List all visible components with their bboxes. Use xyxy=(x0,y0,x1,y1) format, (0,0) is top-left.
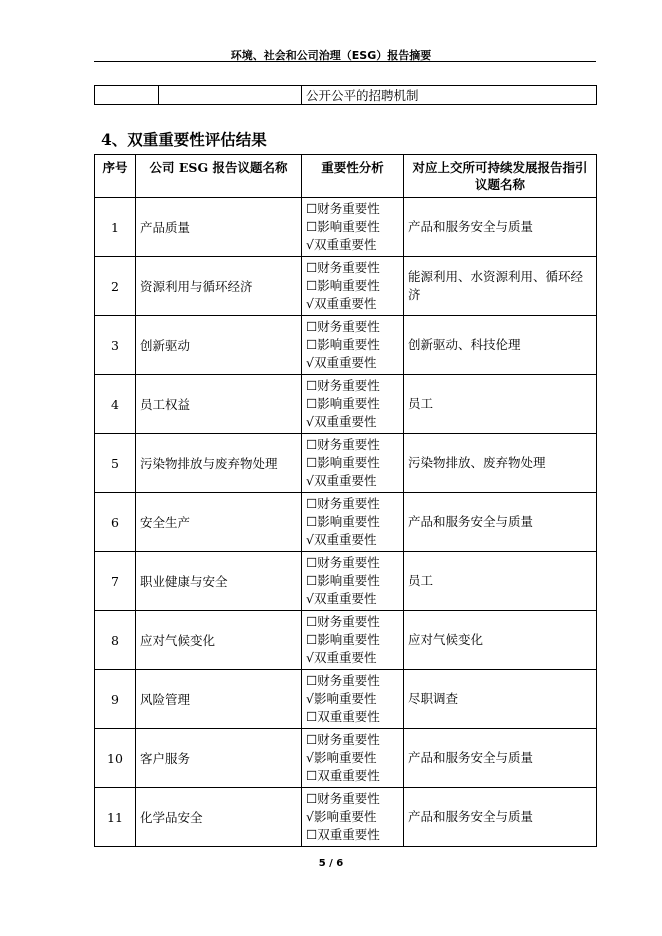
materiality-options xyxy=(302,434,404,493)
table-cell: 公开公平的招聘机制 xyxy=(302,86,597,105)
topic-name: 污染物排放与废弃物处理 xyxy=(136,434,302,493)
sse-guideline-topic: 产品和服务安全与质量 xyxy=(404,198,597,257)
table-row xyxy=(95,493,597,552)
row-number: 6 xyxy=(95,493,136,552)
topic-name: 职业健康与安全 xyxy=(136,552,302,611)
continued-table xyxy=(94,85,597,105)
impact-materiality-option: ☐影响重要性 xyxy=(306,514,380,529)
row-number: 5 xyxy=(95,434,136,493)
double-materiality-option: ☐双重重要性 xyxy=(306,768,380,783)
row-number: 1 xyxy=(95,198,136,257)
impact-materiality-option: ☐影响重要性 xyxy=(306,278,380,293)
topic-name: 化学品安全 xyxy=(136,788,302,847)
topic-name: 客户服务 xyxy=(136,729,302,788)
table-row xyxy=(95,670,597,729)
double-materiality-option: √双重重要性 xyxy=(306,237,377,252)
table-header-row xyxy=(95,155,597,198)
financial-materiality-option: ☐财务重要性 xyxy=(306,791,380,806)
page-header-title: 环境、社会和公司治理（ESG）报告摘要 xyxy=(230,49,432,62)
impact-materiality-option: √影响重要性 xyxy=(306,691,377,706)
header-rule xyxy=(94,61,596,62)
financial-materiality-option: ☐财务重要性 xyxy=(306,732,380,747)
topic-name: 员工权益 xyxy=(136,375,302,434)
financial-materiality-option: ☐财务重要性 xyxy=(306,614,380,629)
sse-guideline-topic: 尽职调查 xyxy=(404,670,597,729)
impact-materiality-option: ☐影响重要性 xyxy=(306,632,380,647)
sse-guideline-topic: 产品和服务安全与质量 xyxy=(404,493,597,552)
financial-materiality-option: ☐财务重要性 xyxy=(306,496,380,511)
impact-materiality-option: ☐影响重要性 xyxy=(306,219,380,234)
table-cell xyxy=(95,86,159,105)
topic-name: 安全生产 xyxy=(136,493,302,552)
col-header-analysis: 重要性分析 xyxy=(302,155,404,198)
financial-materiality-option: ☐财务重要性 xyxy=(306,555,380,570)
impact-materiality-option: ☐影响重要性 xyxy=(306,396,380,411)
topic-name: 创新驱动 xyxy=(136,316,302,375)
row-number: 4 xyxy=(95,375,136,434)
row-number: 2 xyxy=(95,257,136,316)
financial-materiality-option: ☐财务重要性 xyxy=(306,378,380,393)
materiality-options xyxy=(302,316,404,375)
materiality-options xyxy=(302,198,404,257)
page-number: 5 / 6 xyxy=(318,858,344,869)
materiality-options xyxy=(302,670,404,729)
double-materiality-option: √双重重要性 xyxy=(306,414,377,429)
sse-guideline-topic: 污染物排放、废弃物处理 xyxy=(404,434,597,493)
col-header-no: 序号 xyxy=(95,155,136,198)
col-header-topic: 公司 ESG 报告议题名称 xyxy=(136,155,302,198)
financial-materiality-option: ☐财务重要性 xyxy=(306,437,380,452)
double-materiality-option: √双重重要性 xyxy=(306,532,377,547)
table-row xyxy=(95,198,597,257)
table-row xyxy=(95,434,597,493)
table-row xyxy=(95,552,597,611)
double-materiality-option: √双重重要性 xyxy=(306,355,377,370)
materiality-options xyxy=(302,257,404,316)
sse-guideline-topic: 员工 xyxy=(404,552,597,611)
materiality-options xyxy=(302,729,404,788)
table-cell xyxy=(159,86,302,105)
col-header-reference: 对应上交所可持续发展报告指引议题名称 xyxy=(404,155,597,198)
double-materiality-option: √双重重要性 xyxy=(306,473,377,488)
financial-materiality-option: ☐财务重要性 xyxy=(306,673,380,688)
sse-guideline-topic: 能源利用、水资源利用、循环经济 xyxy=(404,257,597,316)
row-number: 7 xyxy=(95,552,136,611)
impact-materiality-option: ☐影响重要性 xyxy=(306,337,380,352)
double-materiality-option: √双重重要性 xyxy=(306,296,377,311)
financial-materiality-option: ☐财务重要性 xyxy=(306,201,380,216)
sse-guideline-topic: 创新驱动、科技伦理 xyxy=(404,316,597,375)
materiality-options xyxy=(302,788,404,847)
table-row xyxy=(95,375,597,434)
sse-guideline-topic: 产品和服务安全与质量 xyxy=(404,729,597,788)
double-materiality-option: √双重重要性 xyxy=(306,591,377,606)
sse-guideline-topic: 员工 xyxy=(404,375,597,434)
materiality-options xyxy=(302,375,404,434)
double-materiality-option: √双重重要性 xyxy=(306,650,377,665)
materiality-options xyxy=(302,552,404,611)
impact-materiality-option: ☐影响重要性 xyxy=(306,455,380,470)
topic-name: 应对气候变化 xyxy=(136,611,302,670)
table-row xyxy=(95,788,597,847)
topic-name: 风险管理 xyxy=(136,670,302,729)
table-row xyxy=(95,611,597,670)
row-number: 10 xyxy=(95,729,136,788)
table-row xyxy=(95,729,597,788)
impact-materiality-option: √影响重要性 xyxy=(306,750,377,765)
row-number: 9 xyxy=(95,670,136,729)
row-number: 8 xyxy=(95,611,136,670)
row-number: 3 xyxy=(95,316,136,375)
double-materiality-option: ☐双重重要性 xyxy=(306,827,380,842)
materiality-options xyxy=(302,611,404,670)
financial-materiality-option: ☐财务重要性 xyxy=(306,319,380,334)
topic-name: 产品质量 xyxy=(136,198,302,257)
table-row xyxy=(95,316,597,375)
financial-materiality-option: ☐财务重要性 xyxy=(306,260,380,275)
table-row xyxy=(95,257,597,316)
impact-materiality-option: √影响重要性 xyxy=(306,809,377,824)
sse-guideline-topic: 产品和服务安全与质量 xyxy=(404,788,597,847)
impact-materiality-option: ☐影响重要性 xyxy=(306,573,380,588)
topic-name: 资源利用与循环经济 xyxy=(136,257,302,316)
sse-guideline-topic: 应对气候变化 xyxy=(404,611,597,670)
materiality-options xyxy=(302,493,404,552)
row-number: 11 xyxy=(95,788,136,847)
section-title: 4、双重重要性评估结果 xyxy=(101,130,267,149)
double-materiality-option: ☐双重重要性 xyxy=(306,709,380,724)
materiality-table xyxy=(94,154,597,847)
table-row xyxy=(95,86,597,105)
